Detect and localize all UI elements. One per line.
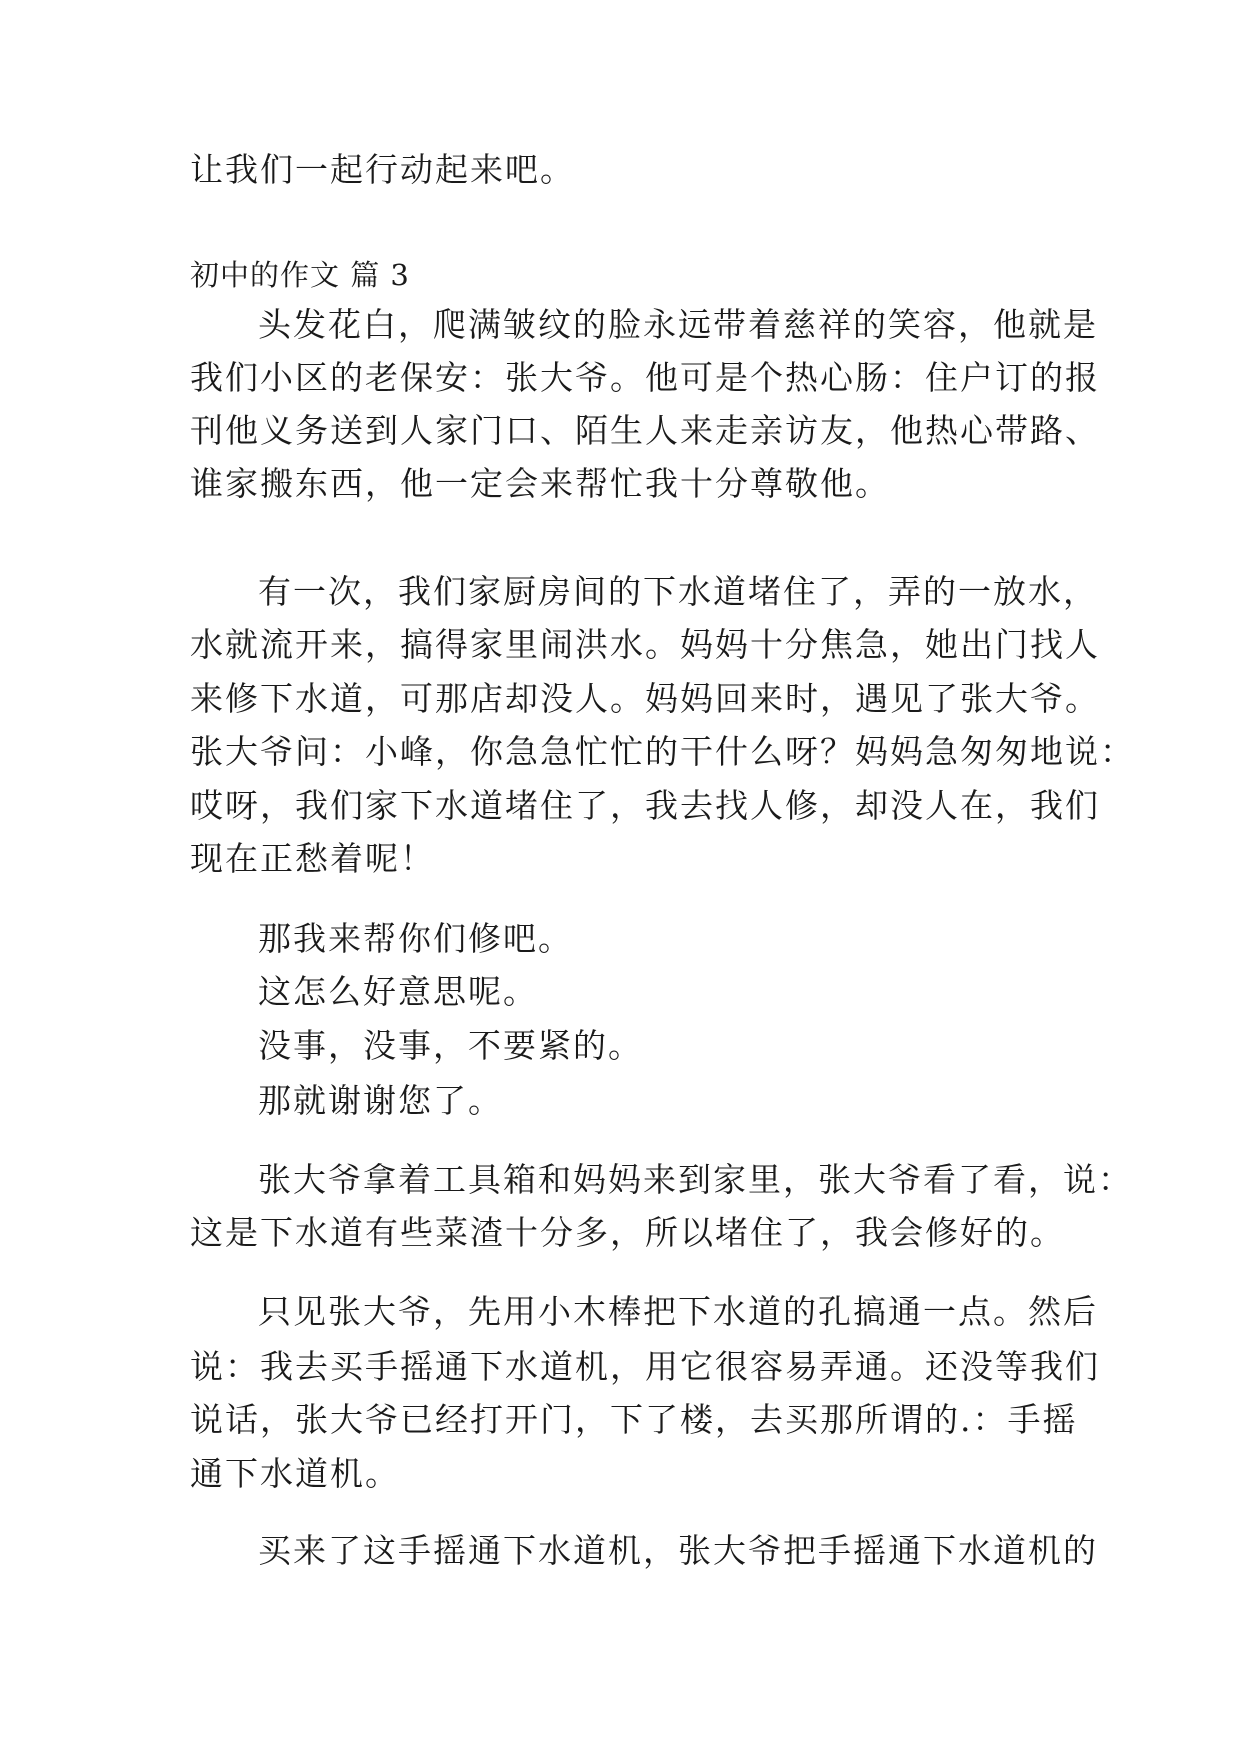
paragraph-line: 张大爷问：小峰，你急急忙忙的干什么呀？妈妈急匆匆地说：	[190, 732, 1135, 771]
paragraph-line: 我们小区的老保安：张大爷。他可是个热心肠：住户订的报	[190, 358, 1100, 397]
dialogue-line: 这怎么好意思呢。	[258, 972, 538, 1011]
paragraph-line: 谁家搬东西，他一定会来帮忙我十分尊敬他。	[190, 464, 890, 503]
paragraph-line: 来修下水道，可那店却没人。妈妈回来时，遇见了张大爷。	[190, 679, 1100, 718]
paragraph-line: 刊他义务送到人家门口、陌生人来走亲访友，他热心带路、	[190, 411, 1100, 450]
paragraph-line: 现在正愁着呢！	[190, 839, 435, 878]
paragraph-line: 通下水道机。	[190, 1454, 400, 1493]
paragraph-line: 水就流开来，搞得家里闹洪水。妈妈十分焦急，她出门找人	[190, 625, 1100, 664]
dialogue-line: 那我来帮你们修吧。	[258, 919, 573, 958]
dialogue-line: 那就谢谢您了。	[258, 1081, 503, 1120]
paragraph-line: 说：我去买手摇通下水道机，用它很容易弄通。还没等我们	[190, 1347, 1100, 1386]
paragraph-line: 张大爷拿着工具箱和妈妈来到家里，张大爷看了看，说：	[258, 1160, 1133, 1199]
paragraph-line: 说话，张大爷已经打开门，下了楼，去买那所谓的.：手摇	[190, 1400, 1078, 1439]
paragraph-line: 只见张大爷，先用小木棒把下水道的孔搞通一点。然后	[258, 1292, 1098, 1331]
paragraph-line: 头发花白，爬满皱纹的脸永远带着慈祥的笑容，他就是	[258, 305, 1098, 344]
paragraph-line: 哎呀，我们家下水道堵住了，我去找人修，却没人在，我们	[190, 786, 1100, 825]
paragraph-line: 有一次，我们家厨房间的下水道堵住了，弄的一放水，	[258, 572, 1098, 611]
paragraph-line: 买来了这手摇通下水道机，张大爷把手摇通下水道机的	[258, 1531, 1098, 1570]
section-heading: 初中的作文 篇 3	[190, 258, 410, 292]
paragraph-line: 这是下水道有些菜渣十分多，所以堵住了，我会修好的。	[190, 1213, 1065, 1252]
dialogue-line: 没事，没事，不要紧的。	[258, 1026, 643, 1065]
closing-line: 让我们一起行动起来吧。	[190, 150, 575, 189]
